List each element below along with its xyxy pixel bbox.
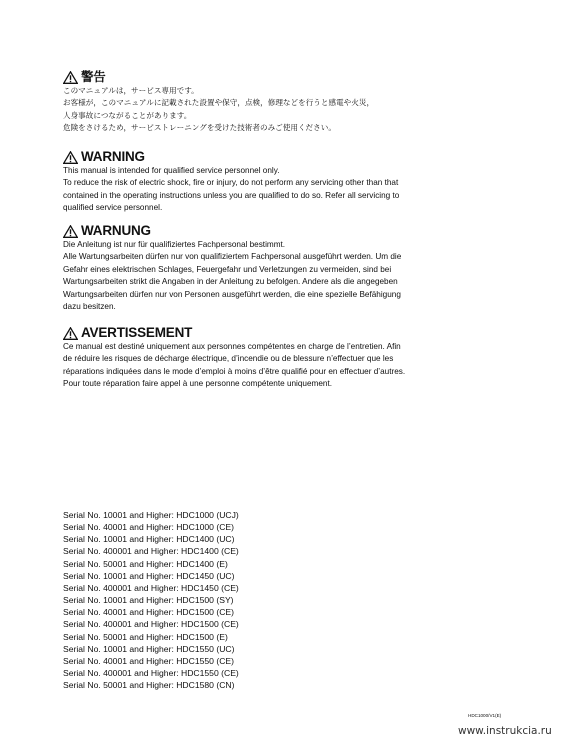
body-line: 危険をさけるため，サービストレーニングを受けた技術者のみご使用ください。 xyxy=(63,123,336,133)
body-line: qualified service personnel. xyxy=(63,203,163,213)
document-code: HDC1000/V1(E) xyxy=(468,713,502,718)
section-body xyxy=(63,239,523,313)
body-line: This manual is intended for qualified service personnel only. xyxy=(63,166,280,175)
section-title: 警告 xyxy=(81,69,106,84)
section-heading xyxy=(63,325,523,341)
serial-number-entry: Serial No. 10001 and Higher: HDC1400 (UC) xyxy=(63,534,235,545)
body-line: réparations indiquées dans le mode d’emploi à moins d’être qualifié pour en effectuer d’autres. xyxy=(63,366,406,376)
warning-triangle-icon xyxy=(63,151,78,164)
body-line: このマニュアルは，サービス専用です。 xyxy=(63,86,199,95)
serial-number-list xyxy=(63,509,239,691)
section-heading xyxy=(63,69,523,85)
section-title: AVERTISSEMENT xyxy=(81,325,193,340)
section-heading xyxy=(63,223,523,239)
serial-number-entry: Serial No. 10001 and Higher: HDC1500 (SY) xyxy=(63,595,234,606)
body-line: Wartungsarbeiten strikt die Angaben in der Anleitung zu befolgen. Andere als die angegeben xyxy=(63,277,398,287)
warning-section-en xyxy=(63,149,523,215)
body-line: Gefahr eines elektrischen Schlages, Feuergefahr und Verletzungen zu vermeiden, sind bei xyxy=(63,264,392,274)
body-line: Die Anleitung ist nur für qualifiziertes Fachpersonal bestimmt. xyxy=(63,240,286,249)
body-line: お客様が，このマニュアルに記載された設置や保守，点検，修理などを行うと感電や火災， xyxy=(63,98,375,108)
serial-number-entry: Serial No. 50001 and Higher: HDC1400 (E) xyxy=(63,558,228,569)
serial-number-entry: Serial No. 400001 and Higher: HDC1400 (CE) xyxy=(63,546,239,557)
serial-number-entry: Serial No. 40001 and Higher: HDC1550 (CE) xyxy=(63,655,235,666)
warning-triangle-icon xyxy=(63,327,78,340)
body-line: Alle Wartungsarbeiten dürfen nur von qualifiziertem Fachpersonal ausgeführt werden. Um die xyxy=(63,252,402,262)
serial-number-entry: Serial No. 10001 and Higher: HDC1450 (UC) xyxy=(63,570,235,581)
body-line: Pour toute réparation faire appel à une personne compétente uniquement. xyxy=(63,379,333,389)
serial-number-entry: Serial No. 400001 and Higher: HDC1550 (CE) xyxy=(63,668,239,679)
section-body xyxy=(63,341,523,391)
section-body xyxy=(63,165,523,215)
body-line: 人身事故につながることがあります。 xyxy=(63,110,192,120)
body-line: Ce manual est destiné uniquement aux personnes compétentes en charge de l’entretien. Afin xyxy=(63,342,401,351)
body-line: contained in the operating instructions unless you are qualified to do so. Refer all servicing to xyxy=(63,190,400,200)
serial-number-entry: Serial No. 10001 and Higher: HDC1000 (UCJ) xyxy=(63,510,239,520)
serial-number-entry: Serial No. 40001 and Higher: HDC1000 (CE) xyxy=(63,522,235,533)
warning-triangle-icon xyxy=(63,225,78,238)
body-line: To reduce the risk of electric shock, fire or injury, do not perform any servicing other than that xyxy=(63,178,399,188)
serial-number-entry: Serial No. 400001 and Higher: HDC1500 (CE) xyxy=(63,619,239,630)
serial-number-entry: Serial No. 50001 and Higher: HDC1580 (CN) xyxy=(63,680,235,691)
section-body xyxy=(63,85,523,135)
warning-triangle-icon xyxy=(63,71,78,84)
serial-number-entry: Serial No. 50001 and Higher: HDC1500 (E) xyxy=(63,631,228,642)
section-title: WARNUNG xyxy=(81,223,151,238)
body-line: dazu besitzen. xyxy=(63,302,116,312)
watermark: www.instrukcia.ru xyxy=(458,725,552,737)
serial-number-entry: Serial No. 10001 and Higher: HDC1550 (UC) xyxy=(63,643,235,654)
warning-section-de xyxy=(63,223,523,313)
section-heading xyxy=(63,149,523,165)
serial-number-entry: Serial No. 40001 and Higher: HDC1500 (CE) xyxy=(63,607,235,618)
warning-section-fr xyxy=(63,325,523,391)
warning-section-ja xyxy=(63,69,523,135)
body-line: Wartungsarbeiten dürfen nur von Personen ausgeführt werden, die eine spezielle Befähigung xyxy=(63,289,401,299)
body-line: de réduire les risques de décharge électrique, d’incendie ou de blessure n’effectuer que les xyxy=(63,354,394,364)
serial-number-entry: Serial No. 400001 and Higher: HDC1450 (CE) xyxy=(63,582,239,593)
section-title: WARNING xyxy=(81,149,145,164)
